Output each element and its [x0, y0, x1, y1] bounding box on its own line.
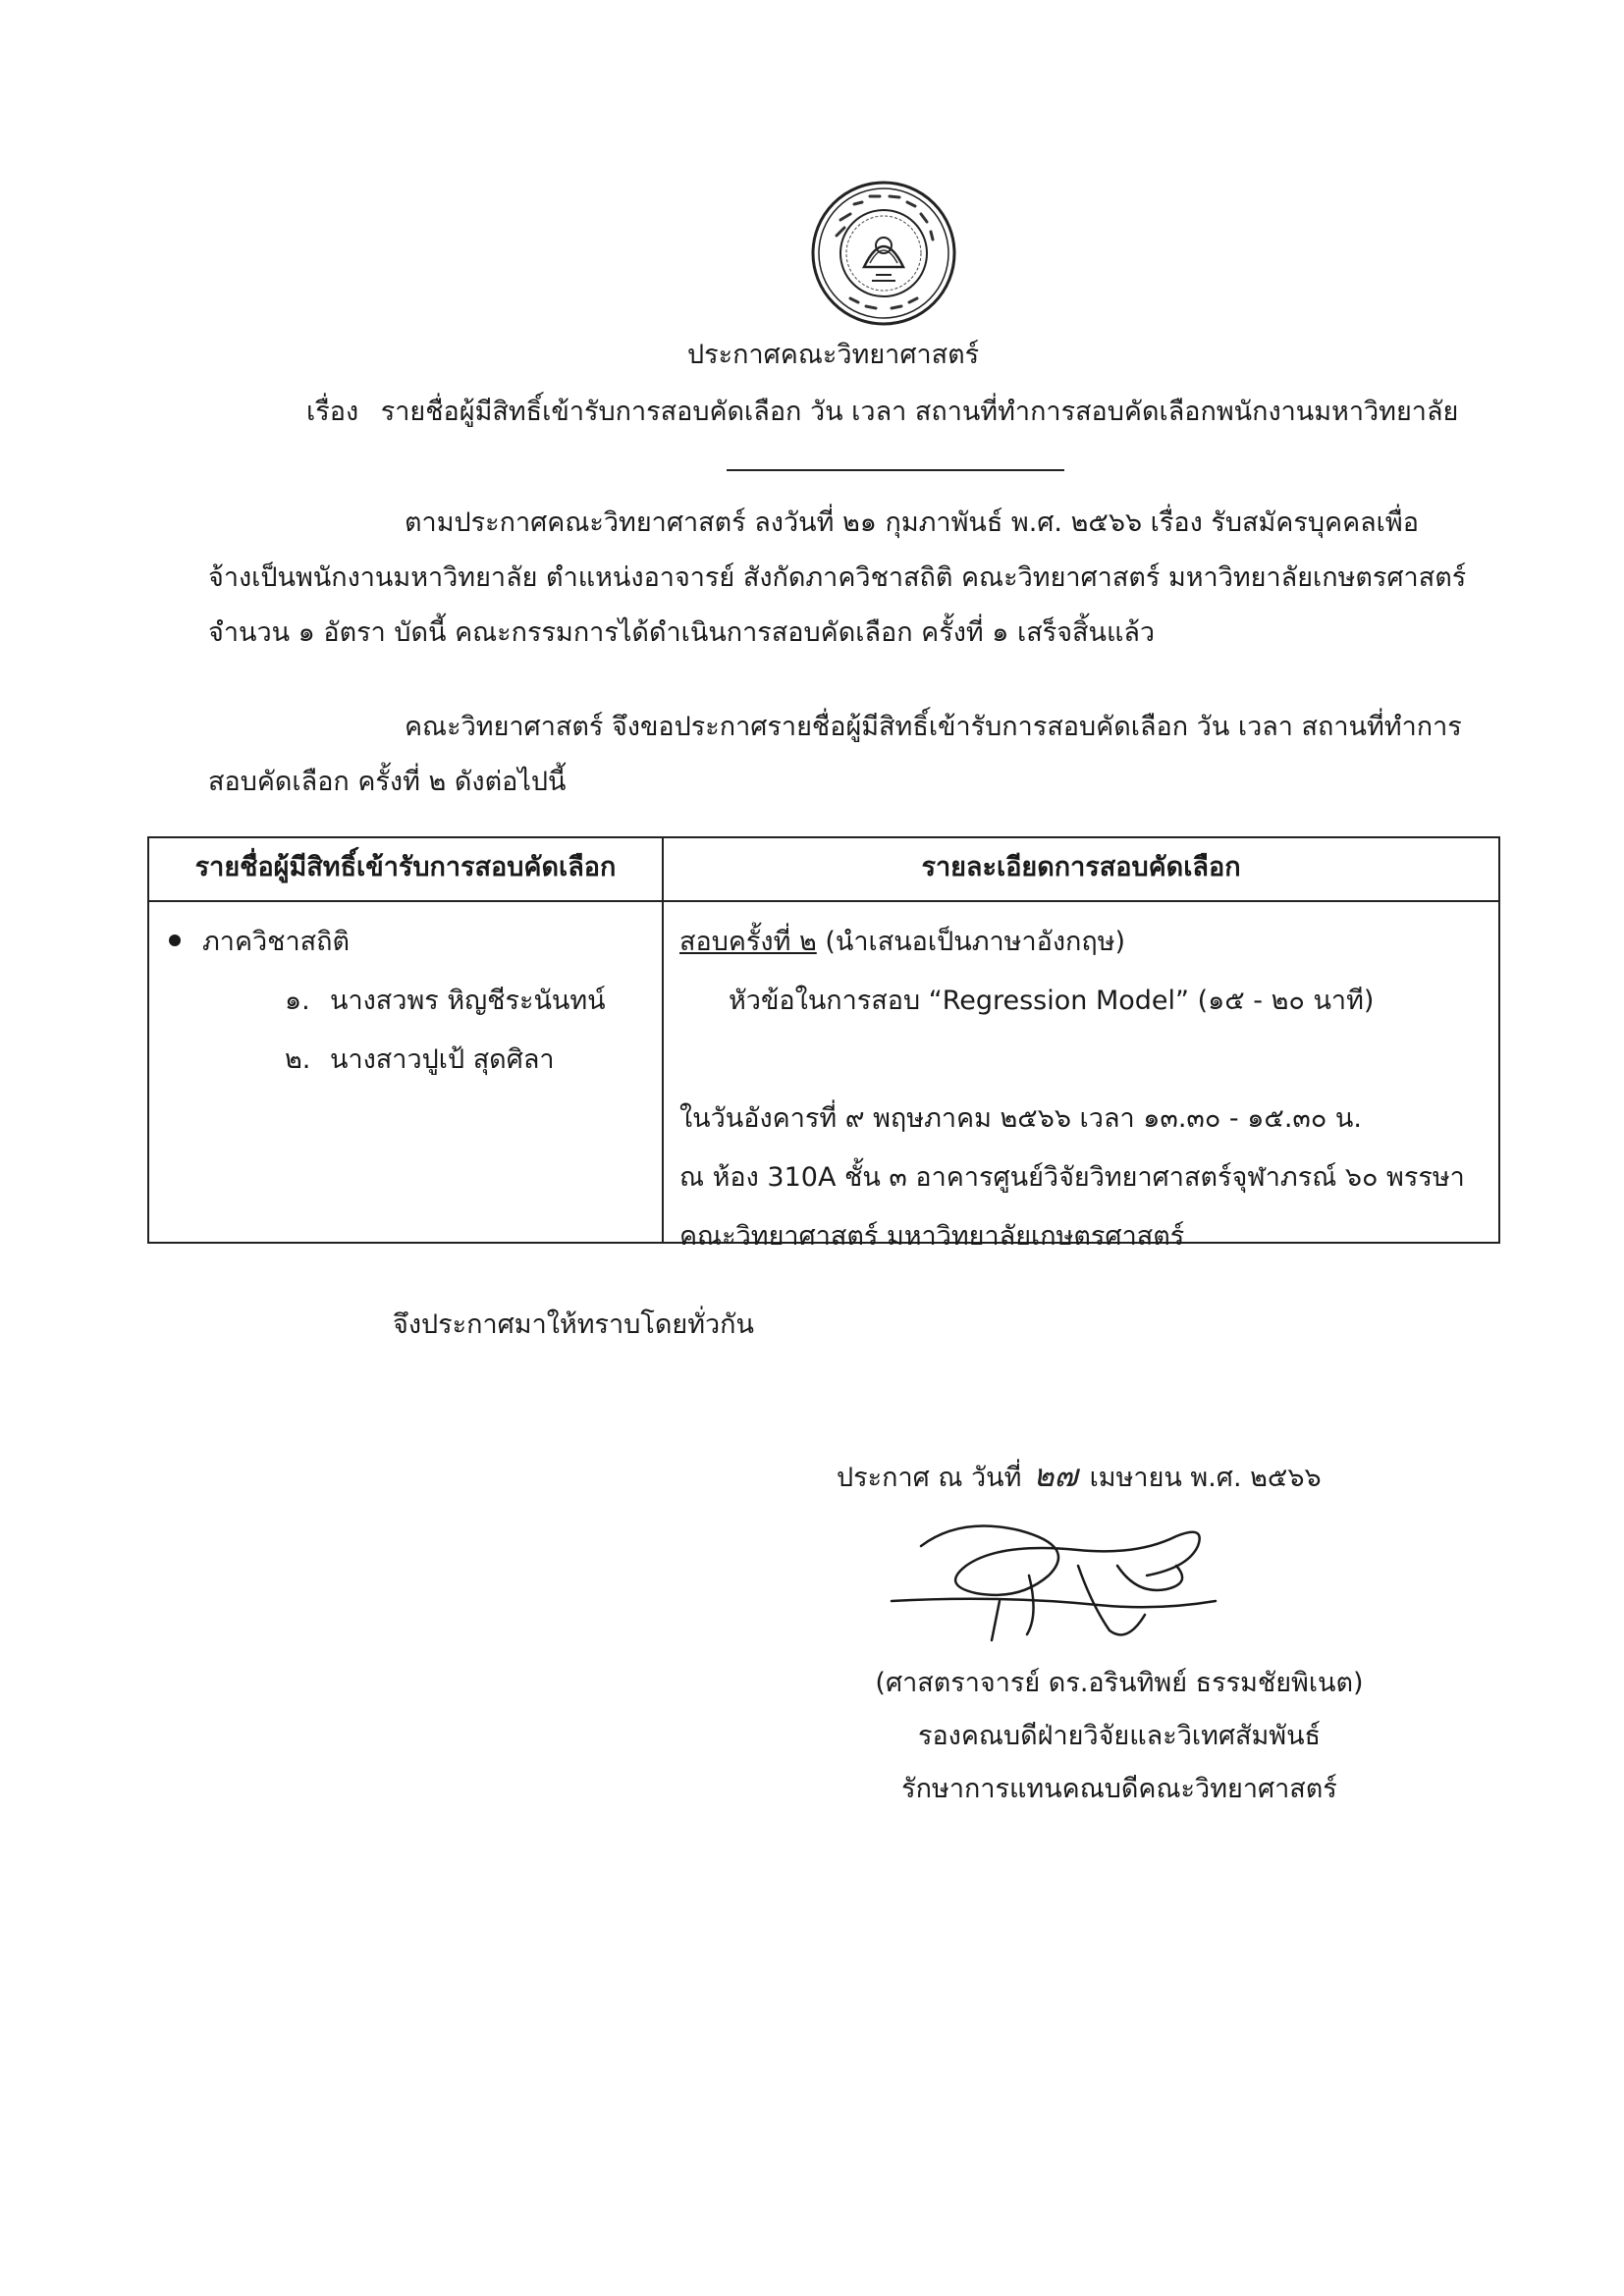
exam-round: [679, 913, 1485, 972]
date-day: ๒๗: [1033, 1457, 1078, 1494]
paragraph-line: คณะวิทยาศาสตร์ จึงขอประกาศรายชื่อผู้มีสิทธิ์เข้ารับการสอบคัดเลือก วัน เวลา สถานที่ทำการ: [405, 712, 1462, 742]
paragraph-line: จำนวน ๑ อัตรา บัดนี้ คณะกรรมการได้ดำเนินการสอบคัดเลือก ครั้งที่ ๑ เสร็จสิ้นแล้ว: [208, 617, 1156, 648]
signatory-acting-position: รักษาการแทนคณบดีคณะวิทยาศาสตร์: [901, 1774, 1337, 1804]
paragraph-line: จ้างเป็นพนักงานมหาวิทยาลัย ตำแหน่งอาจารย์ สังกัดภาควิชาสถิติ คณะวิทยาศาสตร์ มหาวิทยาลัยเกษตรศาสตร์: [208, 562, 1467, 593]
date-month-year: เมษายน พ.ศ. ๒๕๖๖: [1089, 1463, 1322, 1493]
paragraph-2: [208, 700, 1465, 810]
exam-faculty: คณะวิทยาศาสตร์ มหาวิทยาลัยเกษตรศาสตร์: [679, 1221, 1185, 1252]
university-seal-icon: [807, 177, 960, 330]
candidate-row: [169, 972, 650, 1031]
exam-round-note: (นำเสนอเป็นภาษาอังกฤษ): [825, 927, 1126, 957]
department-name: ภาควิชาสถิติ: [202, 927, 351, 957]
table-column-divider: [662, 838, 664, 1242]
candidate-number: ๑.: [285, 986, 310, 1016]
closing-statement: จึงประกาศมาให้ทราบโดยทั่วกัน: [393, 1309, 754, 1340]
announcement-title: ประกาศคณะวิทยาศาสตร์: [687, 340, 980, 370]
signatory-position: รองคณบดีฝ่ายวิจัยและวิเทศสัมพันธ์: [917, 1721, 1322, 1751]
subject-text: รายชื่อผู้มีสิทธิ์เข้ารับการสอบคัดเลือก วัน เวลา สถานที่ทำการสอบคัดเลือกพนักงานมหาวิทยาลัย: [380, 397, 1459, 427]
table-header-divider: [149, 900, 1498, 902]
signatory-block: [844, 1657, 1394, 1816]
exam-round-label: สอบครั้งที่ ๒: [679, 927, 817, 957]
candidate-number: ๒.: [285, 1044, 311, 1075]
announcement-subject: [306, 393, 1465, 432]
paragraph-1: [208, 496, 1465, 661]
candidate-name: นางสาวปูเป้ สุดศิลา: [330, 1044, 555, 1075]
date-prefix: ประกาศ ณ วันที่: [837, 1463, 1022, 1493]
title-divider: [727, 469, 1064, 471]
table-header-details: รายละเอียดการสอบคัดเลือก: [921, 852, 1241, 882]
subject-label: เรื่อง: [306, 397, 359, 427]
details-cell: [679, 913, 1485, 1266]
announcement-date: [837, 1456, 1322, 1498]
department-row: [169, 913, 650, 972]
paragraph-line: ตามประกาศคณะวิทยาศาสตร์ ลงวันที่ ๒๑ กุมภาพันธ์ พ.ศ. ๒๕๖๖ เรื่อง รับสมัครบุคคลเพื่อ: [405, 507, 1419, 538]
table-header-candidates: รายชื่อผู้มีสิทธิ์เข้ารับการสอบคัดเลือก: [194, 852, 617, 882]
exam-date-time: ในวันอังคารที่ ๙ พฤษภาคม ๒๕๖๖ เวลา ๑๓.๓๐ - ๑๕.๓๐ น.: [679, 1103, 1362, 1134]
signatory-name: (ศาสตราจารย์ ดร.อรินทิพย์ ธรรมชัยพิเนต): [875, 1668, 1364, 1698]
candidates-cell: [169, 913, 650, 1090]
exam-room: ณ ห้อง 310A ชั้น ๓ อาคารศูนย์วิจัยวิทยาศาสตร์จุฬาภรณ์ ๖๐ พรรษา: [679, 1162, 1465, 1193]
paragraph-line: สอบคัดเลือก ครั้งที่ ๒ ดังต่อไปนี้: [208, 767, 567, 797]
candidate-row: [169, 1031, 650, 1090]
signature-icon: [882, 1507, 1235, 1654]
candidate-name: นางสวพร หิญชีระนันทน์: [330, 986, 606, 1016]
bullet-icon: [169, 934, 181, 946]
exam-table: [147, 836, 1500, 1252]
spacer: [679, 1031, 1485, 1090]
exam-topic: หัวข้อในการสอบ “Regression Model” (๑๕ - ๒๐ นาที): [729, 986, 1375, 1016]
